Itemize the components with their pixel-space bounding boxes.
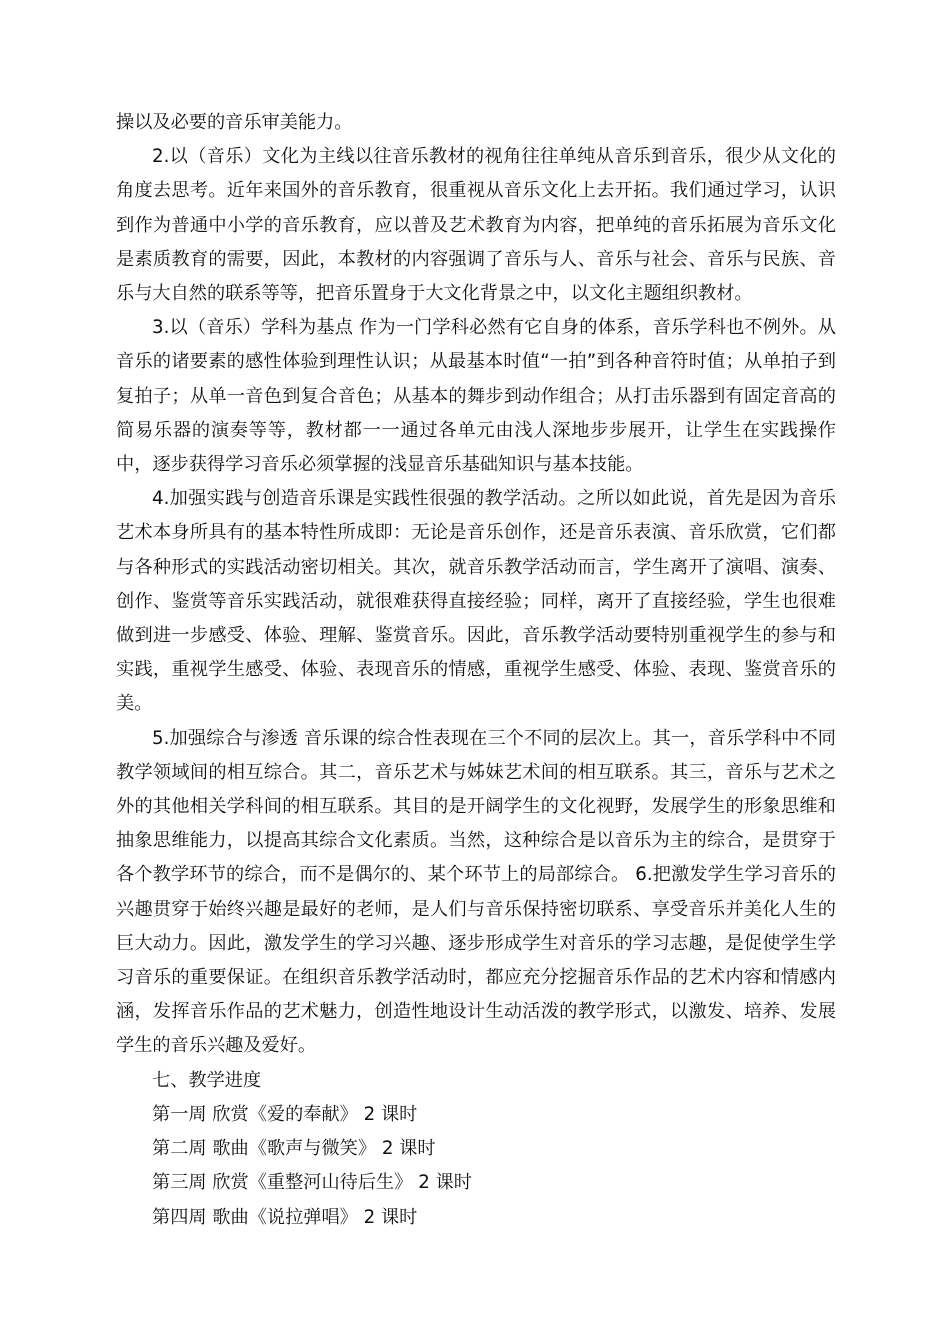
schedule-item-week-3: 第三周 欣赏《重整河山待后生》 2 课时 [152,1172,472,1194]
schedule-item-week-2: 第二周 歌曲《歌声与微笑》 2 课时 [152,1138,436,1160]
paragraph-integration-interest: 5.加强综合与渗透 音乐课的综合性表现在三个不同的层次上。其一，音乐学科中不同教学领域间的相互综合。其二，音乐艺术与姊妹艺术间的相互联系。其三，音乐与艺术之外的其他相关学科间的相互联系。其目的是开阔学生的文化视野，发展学生的形象思维和抽象思维能力，以提高其综合文化素质。当然，这种综合是以音乐为主的综合，是贯穿于各个教学环节的综合，而不是偶尔的、某个环节上的局部综合。 6.把激发学生学习音乐的兴趣贯穿于始终兴趣是最好的老师，是人们与音乐保持密切联系、享受音乐并美化人生的巨大动力。因此，激发学生的学习兴趣、逐步形成学生对音乐的学习志趣，是促使学生学习音乐的重要保证。在组织音乐教学活动时，都应充分挖掘音乐作品的艺术内容和情感内涵，发挥音乐作品的艺术魅力，创造性地设计生动活泼的教学形式，以激发、培养、发展学生的音乐兴趣及爱好。 [116,727,836,1057]
section-heading-teaching-schedule: 七、教学进度 [152,1069,262,1091]
paragraph-continuation: 操以及必要的音乐审美能力。 [116,112,353,133]
schedule-item-week-4: 第四周 歌曲《说拉弹唱》 2 课时 [152,1206,418,1228]
paragraph-discipline-basis: 3.以（音乐）学科为基点 作为一门学科必然有它自身的体系，音乐学科也不例外。从音乐的诸要素的感性体验到理性认识；从最基本时值“一拍”到各种音符时值；从单拍子到复拍子；从单一音色到复合音色；从基本的舞步到动作组合；从打击乐器到有固定音高的简易乐器的演奏等等，教材都一一通过各单元由浅人深地步步展开，让学生在实践操作中，逐步获得学习音乐必须掌握的浅显音乐基础知识与基本技能。 [116,317,836,476]
schedule-item-week-1: 第一周 欣赏《爱的奉献》 2 课时 [152,1103,418,1125]
document-page [116,106,836,1235]
paragraph-practice-creation: 4.加强实践与创造音乐课是实践性很强的教学活动。之所以如此说，首先是因为音乐艺术本身所具有的基本特性所成即：无论是音乐创作，还是音乐表演、音乐欣赏，它们都与各种形式的实践活动密切相关。其次，就音乐教学活动而言，学生离开了演唱、演奏、创作、鉴赏等音乐实践活动，就很难获得直接经验；同样，离开了直接经验，学生也很难做到进一步感受、体验、理解、鉴赏音乐。因此，音乐教学活动要特别重视学生的参与和实践，重视学生感受、体验、表现音乐的情感，重视学生感受、体验、表现、鉴赏音乐的美。 [116,488,836,715]
paragraph-culture-mainline: 2.以（音乐）文化为主线以往音乐教材的视角往往单纯从音乐到音乐，很少从文化的角度去思考。近年来国外的音乐教育，很重视从音乐文化上去开拓。我们通过学习，认识到作为普通中小学的音乐教育，应以普及艺术教育为内容，把单纯的音乐拓展为音乐文化是素质教育的需要，因此，本教材的内容强调了音乐与人、音乐与社会、音乐与民族、音乐与大自然的联系等等，把音乐置身于大文化背景之中，以文化主题组织教材。 [116,146,836,305]
